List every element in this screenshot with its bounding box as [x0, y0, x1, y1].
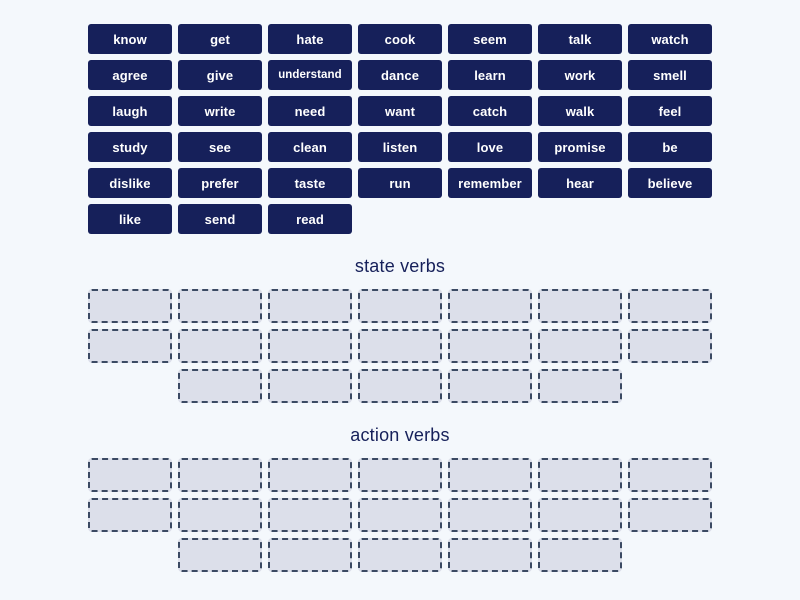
drop-slot[interactable]: [358, 538, 442, 572]
drop-slot[interactable]: [358, 458, 442, 492]
slot-row: [88, 369, 800, 403]
word-tile[interactable]: dislike: [88, 168, 172, 198]
word-tile[interactable]: promise: [538, 132, 622, 162]
word-tile[interactable]: like: [88, 204, 172, 234]
drop-slot[interactable]: [448, 289, 532, 323]
drop-slot[interactable]: [628, 329, 712, 363]
drop-slot[interactable]: [628, 289, 712, 323]
word-tile[interactable]: be: [628, 132, 712, 162]
drop-slot[interactable]: [448, 458, 532, 492]
word-tile[interactable]: prefer: [178, 168, 262, 198]
drop-slot[interactable]: [88, 289, 172, 323]
word-tile[interactable]: cook: [358, 24, 442, 54]
word-tile[interactable]: listen: [358, 132, 442, 162]
drop-slot[interactable]: [268, 458, 352, 492]
word-tile[interactable]: love: [448, 132, 532, 162]
drop-zone-action-verbs[interactable]: [88, 458, 712, 572]
drop-slot[interactable]: [178, 538, 262, 572]
word-tile[interactable]: know: [88, 24, 172, 54]
word-tile[interactable]: remember: [448, 168, 532, 198]
drop-slot[interactable]: [88, 498, 172, 532]
word-tile[interactable]: write: [178, 96, 262, 126]
drop-slot[interactable]: [268, 289, 352, 323]
word-tile[interactable]: see: [178, 132, 262, 162]
drop-slot[interactable]: [538, 458, 622, 492]
drop-slot[interactable]: [268, 538, 352, 572]
word-tile[interactable]: smell: [628, 60, 712, 90]
drop-slot[interactable]: [268, 498, 352, 532]
drop-slot[interactable]: [88, 329, 172, 363]
word-tile[interactable]: watch: [628, 24, 712, 54]
word-tile[interactable]: agree: [88, 60, 172, 90]
word-tile[interactable]: send: [178, 204, 262, 234]
drop-slot[interactable]: [538, 498, 622, 532]
word-tile[interactable]: get: [178, 24, 262, 54]
word-tile[interactable]: understand: [268, 60, 352, 90]
word-tile[interactable]: clean: [268, 132, 352, 162]
word-tile[interactable]: work: [538, 60, 622, 90]
drop-slot[interactable]: [538, 369, 622, 403]
drop-slot[interactable]: [178, 458, 262, 492]
drop-slot[interactable]: [448, 329, 532, 363]
word-tile[interactable]: feel: [628, 96, 712, 126]
drop-slot[interactable]: [538, 329, 622, 363]
category-state-verbs: [88, 256, 712, 403]
slot-row: [88, 458, 712, 492]
drop-slot[interactable]: [538, 289, 622, 323]
slot-row: [88, 329, 712, 363]
word-tile[interactable]: run: [358, 168, 442, 198]
word-tile[interactable]: read: [268, 204, 352, 234]
drop-slot[interactable]: [268, 369, 352, 403]
slot-row: [88, 538, 800, 572]
drop-slot[interactable]: [448, 498, 532, 532]
word-tile[interactable]: laugh: [88, 96, 172, 126]
drop-slot[interactable]: [178, 498, 262, 532]
drop-slot[interactable]: [448, 538, 532, 572]
category-action-verbs: [88, 425, 712, 572]
drop-slot[interactable]: [448, 369, 532, 403]
drop-slot[interactable]: [358, 289, 442, 323]
word-tile[interactable]: walk: [538, 96, 622, 126]
word-tile[interactable]: hear: [538, 168, 622, 198]
word-tile[interactable]: give: [178, 60, 262, 90]
drop-slot[interactable]: [358, 498, 442, 532]
drop-slot[interactable]: [358, 369, 442, 403]
word-tile[interactable]: seem: [448, 24, 532, 54]
word-tile[interactable]: need: [268, 96, 352, 126]
drop-slot[interactable]: [628, 498, 712, 532]
word-tile[interactable]: taste: [268, 168, 352, 198]
slot-row: [88, 498, 712, 532]
word-tile[interactable]: learn: [448, 60, 532, 90]
word-tile[interactable]: study: [88, 132, 172, 162]
drop-slot[interactable]: [178, 329, 262, 363]
drop-zone-state-verbs[interactable]: [88, 289, 712, 403]
word-tile[interactable]: dance: [358, 60, 442, 90]
drop-slot[interactable]: [88, 458, 172, 492]
word-tile[interactable]: want: [358, 96, 442, 126]
drop-slot[interactable]: [628, 458, 712, 492]
category-title-action-verbs: action verbs: [350, 425, 450, 445]
category-title-state-verbs: state verbs: [354, 256, 446, 276]
drop-slot[interactable]: [178, 289, 262, 323]
word-tile[interactable]: catch: [448, 96, 532, 126]
drop-slot[interactable]: [268, 329, 352, 363]
drop-slot[interactable]: [178, 369, 262, 403]
word-tile[interactable]: talk: [538, 24, 622, 54]
verb-word-bank[interactable]: [88, 24, 712, 234]
drop-slot[interactable]: [538, 538, 622, 572]
slot-row: [88, 289, 712, 323]
drop-slot[interactable]: [358, 329, 442, 363]
word-tile[interactable]: hate: [268, 24, 352, 54]
word-tile[interactable]: believe: [628, 168, 712, 198]
